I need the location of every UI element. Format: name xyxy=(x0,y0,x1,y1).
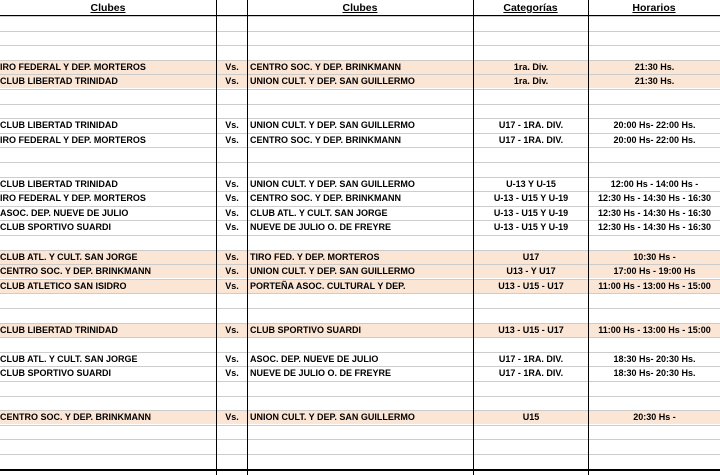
row-gridline xyxy=(0,45,720,46)
away-club: ASOC. DEP. NUEVE DE JULIO xyxy=(250,354,379,364)
vs-label: Vs. xyxy=(225,368,239,378)
away-club: CLUB SPORTIVO SUARDI xyxy=(250,325,362,335)
away-club: UNION CULT. Y DEP. SAN GUILLERMO xyxy=(250,76,415,86)
home-club: IRO FEDERAL Y DEP. MORTEROS xyxy=(0,193,146,203)
row-gridline xyxy=(0,396,720,397)
row-gridline xyxy=(0,89,720,90)
category: U17 - 1RA. DIV. xyxy=(498,368,564,378)
home-club: CLUB LIBERTAD TRINIDAD xyxy=(0,179,118,189)
home-club: CLUB LIBERTAD TRINIDAD xyxy=(0,325,118,335)
home-club: CLUB LIBERTAD TRINIDAD xyxy=(0,76,118,86)
schedule-time: 18:30 Hs- 20:30 Hs. xyxy=(613,354,696,364)
row-gridline xyxy=(0,104,720,105)
row-gridline xyxy=(0,381,720,382)
row-gridline xyxy=(0,147,720,148)
header-clubes-left: Clubes xyxy=(90,2,126,14)
schedule-time: 18:30 Hs- 20:30 Hs. xyxy=(613,368,696,378)
row-gridline xyxy=(0,162,720,163)
vs-label: Vs. xyxy=(225,62,239,72)
row-gridline xyxy=(0,308,720,309)
category: U17 - 1RA. DIV. xyxy=(498,354,564,364)
category: U13 - Y U17 xyxy=(506,266,556,276)
category: U-13 - U15 Y U-19 xyxy=(493,208,569,218)
vs-label: Vs. xyxy=(225,266,239,276)
vs-label: Vs. xyxy=(225,281,239,291)
away-club: CLUB ATL. Y CULT. SAN JORGE xyxy=(250,208,388,218)
schedule-time: 17:00 Hs - 19:00 Hs xyxy=(613,266,696,276)
schedule-time: 12:30 Hs - 14:30 Hs - 16:30 xyxy=(597,208,712,218)
category: 1ra. Div. xyxy=(513,62,549,72)
row-gridline xyxy=(0,31,720,32)
home-club: CLUB ATLETICO SAN ISIDRO xyxy=(0,281,127,291)
vs-label: Vs. xyxy=(225,412,239,422)
category: U13 - U15 - U17 xyxy=(498,281,564,291)
schedule-time: 21:30 Hs. xyxy=(634,62,675,72)
home-club: CLUB ATL. Y CULT. SAN JORGE xyxy=(0,354,138,364)
home-club: CLUB SPORTIVO SUARDI xyxy=(0,368,112,378)
row-gridline xyxy=(0,439,720,440)
category: U-13 - U15 Y U-19 xyxy=(493,193,569,203)
schedule-time: 21:30 Hs. xyxy=(634,76,675,86)
away-club: NUEVE DE JULIO O. DE FREYRE xyxy=(250,368,392,378)
vs-label: Vs. xyxy=(225,222,239,232)
header-clubes-right: Clubes xyxy=(342,2,378,14)
away-club: UNION CULT. Y DEP. SAN GUILLERMO xyxy=(250,120,415,130)
schedule-time: 11:00 Hs - 13:00 Hs - 15:00 xyxy=(598,325,711,335)
home-club: ASOC. DEP. NUEVE DE JULIO xyxy=(0,208,129,218)
category: U-13 Y U-15 xyxy=(506,179,556,189)
schedule-time: 20:00 Hs- 22:00 Hs. xyxy=(613,135,696,145)
category: U17 - 1RA. DIV. xyxy=(498,135,564,145)
away-club: UNION CULT. Y DEP. SAN GUILLERMO xyxy=(250,179,415,189)
away-club: NUEVE DE JULIO O. DE FREYRE xyxy=(250,222,392,232)
schedule-time: 12:00 Hs - 14:00 Hs - xyxy=(610,179,699,189)
away-club: PORTEÑA ASOC. CULTURAL Y DEP. xyxy=(250,281,406,291)
home-club: CLUB SPORTIVO SUARDI xyxy=(0,222,112,232)
vs-label: Vs. xyxy=(225,179,239,189)
category: 1ra. Div. xyxy=(513,76,549,86)
vs-label: Vs. xyxy=(225,325,239,335)
vs-label: Vs. xyxy=(225,120,239,130)
away-club: TIRO FED. Y DEP. MORTEROS xyxy=(250,252,380,262)
vs-label: Vs. xyxy=(225,76,239,86)
row-gridline xyxy=(0,293,720,294)
schedule-time: 20:00 Hs- 22:00 Hs. xyxy=(613,120,696,130)
schedule-time: 12:30 Hs - 14:30 Hs - 16:30 xyxy=(597,222,712,232)
category: U15 xyxy=(522,412,540,422)
home-club: CENTRO SOC. Y DEP. BRINKMANN xyxy=(0,412,152,422)
vs-label: Vs. xyxy=(225,193,239,203)
row-gridline xyxy=(0,425,720,426)
vs-label: Vs. xyxy=(225,208,239,218)
home-club: CLUB ATL. Y CULT. SAN JORGE xyxy=(0,252,138,262)
vs-label: Vs. xyxy=(225,252,239,262)
away-club: CENTRO SOC. Y DEP. BRINKMANN xyxy=(250,62,402,72)
schedule-time: 20:30 Hs - xyxy=(633,412,676,422)
vs-label: Vs. xyxy=(225,354,239,364)
home-club: CENTRO SOC. Y DEP. BRINKMANN xyxy=(0,266,152,276)
row-gridline xyxy=(0,235,720,236)
home-club: CLUB LIBERTAD TRINIDAD xyxy=(0,120,118,130)
away-club: CENTRO SOC. Y DEP. BRINKMANN xyxy=(250,135,402,145)
header-horarios: Horarios xyxy=(632,2,676,14)
category: U17 xyxy=(522,252,540,262)
schedule-time: 11:00 Hs - 13:00 Hs - 15:00 xyxy=(598,281,711,291)
row-gridline xyxy=(0,16,720,17)
away-club: UNION CULT. Y DEP. SAN GUILLERMO xyxy=(250,412,415,422)
away-club: CENTRO SOC. Y DEP. BRINKMANN xyxy=(250,193,402,203)
header-categorias: Categorías xyxy=(503,2,558,14)
row-gridline xyxy=(0,337,720,338)
schedule-time: 10:30 Hs - xyxy=(633,252,676,262)
home-club: IRO FEDERAL Y DEP. MORTEROS xyxy=(0,135,146,145)
category: U13 - U15 - U17 xyxy=(498,325,564,335)
row-gridline xyxy=(0,454,720,455)
vs-label: Vs. xyxy=(225,135,239,145)
category: U-13 - U15 Y U-19 xyxy=(493,222,569,232)
away-club: UNION CULT. Y DEP. SAN GUILLERMO xyxy=(250,266,415,276)
bottom-border xyxy=(0,469,720,471)
schedule-time: 12:30 Hs - 14:30 Hs - 16:30 xyxy=(597,193,712,203)
category: U17 - 1RA. DIV. xyxy=(498,120,564,130)
home-club: IRO FEDERAL Y DEP. MORTEROS xyxy=(0,62,146,72)
